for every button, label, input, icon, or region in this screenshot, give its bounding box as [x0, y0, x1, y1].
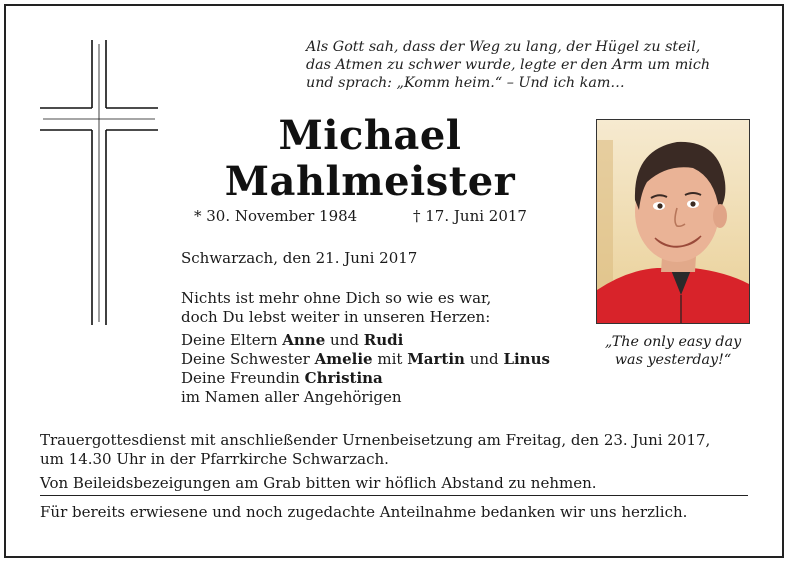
verse-line-1: Nichts ist mehr ohne Dich so wie es war, [181, 289, 492, 307]
name: Christina [304, 369, 383, 387]
family-relatives: im Namen aller Angehörigen [181, 388, 402, 406]
poem-line-2: das Atmen zu schwer wurde, legte er den Arm um mich [306, 57, 711, 73]
funeral-notice [40, 431, 710, 469]
verse-line-2: doch Du lebst weiter in unseren Herzen: [181, 308, 491, 326]
family-list [181, 331, 550, 407]
name: Amelie [314, 350, 373, 368]
text: und [325, 331, 364, 349]
death-date: † 17. Juni 2017 [413, 207, 527, 225]
birth-date: * 30. November 1984 [194, 207, 358, 225]
poem [306, 38, 710, 92]
verse [181, 289, 491, 327]
poem-line-3: und sprach: „Komm heim.“ – Und ich kam… [306, 75, 625, 91]
text: Deine Freundin [181, 369, 305, 387]
poem-line-1: Als Gott sah, dass der Weg zu lang, der Hügel zu steil, [306, 39, 701, 55]
quote-line-1: „The only easy day [604, 334, 742, 350]
name: Rudi [363, 331, 404, 349]
condolence-notice: Von Beileidsbezeigungen am Grab bitten wir höflich Abstand zu nehmen. [40, 474, 597, 492]
quote [594, 333, 752, 369]
thanks-line: Für bereits erwiesene und noch zugedachte Anteilnahme bedanken wir uns herzlich. [40, 503, 688, 521]
text: Deine Eltern [181, 331, 283, 349]
quote-line-2: was yesterday!“ [614, 352, 732, 368]
portrait-illustration [597, 120, 750, 324]
divider [40, 495, 748, 496]
notice-line-1: Trauergottesdienst mit anschließender Urnenbeisetzung am Freitag, den 23. Juni 2017, [40, 431, 711, 449]
portrait-photo [596, 119, 750, 324]
text: und [464, 350, 504, 368]
text: Deine Schwester [181, 350, 315, 368]
cross-icon [40, 40, 158, 325]
deceased-first-name: Michael [278, 112, 462, 159]
name: Martin [407, 350, 465, 368]
family-girlfriend [181, 369, 550, 388]
family-parents [181, 331, 550, 350]
name: Anne [282, 331, 326, 349]
name: Linus [503, 350, 550, 368]
notice-line-2: um 14.30 Uhr in der Pfarrkirche Schwarzach. [40, 450, 389, 468]
place-date: Schwarzach, den 21. Juni 2017 [181, 249, 418, 267]
text: mit [372, 350, 408, 368]
deceased-last-name: Mahlmeister [224, 158, 516, 205]
family-sister [181, 350, 550, 369]
